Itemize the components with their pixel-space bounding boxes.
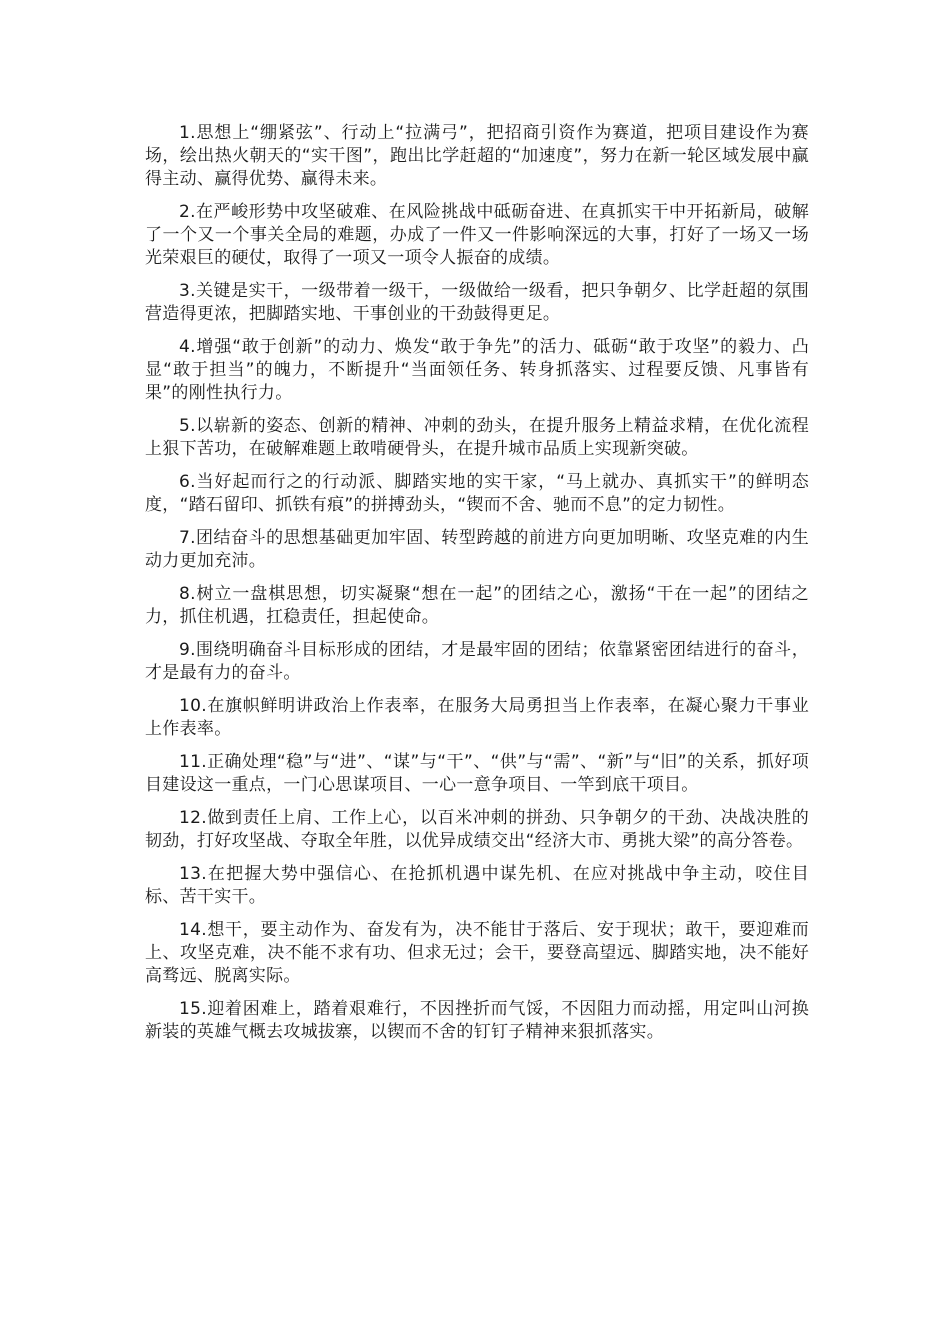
paragraph-7: 7.团结奋斗的思想基础更加牢固、转型跨越的前进方向更加明晰、攻坚克难的内生动力更加充沛。 (145, 528, 809, 571)
paragraph-2: 2.在严峻形势中攻坚破难、在风险挑战中砥砺奋进、在真抓实干中开拓新局，破解了一个又一个事关全局的难题，办成了一件又一件影响深远的大事，打好了一场又一场光荣艰巨的硬仗，取得了一项又一项令人振奋的成绩。 (145, 202, 809, 268)
paragraph-15: 15.迎着困难上，踏着艰难行，不因挫折而气馁，不因阻力而动摇，用定叫山河换新装的英雄气概去攻城拔寨，以锲而不舍的钉钉子精神来狠抓落实。 (145, 999, 809, 1042)
paragraph-14: 14.想干，要主动作为、奋发有为，决不能甘于落后、安于现状；敢干，要迎难而上、攻坚克难，决不能不求有功、但求无过；会干，要登高望远、脚踏实地，决不能好高骛远、脱离实际。 (145, 920, 809, 986)
paragraph-12: 12.做到责任上肩、工作上心，以百米冲刺的拼劲、只争朝夕的干劲、决战决胜的韧劲，打好攻坚战、夺取全年胜，以优异成绩交出“经济大市、勇挑大梁”的高分答卷。 (145, 808, 809, 851)
paragraph-11: 11.正确处理“稳”与“进”、“谋”与“干”、“供”与“需”、“新”与“旧”的关系，抓好项目建设这一重点，一门心思谋项目、一心一意争项目、一竿到底干项目。 (145, 752, 809, 795)
paragraph-13: 13.在把握大势中强信心、在抢抓机遇中谋先机、在应对挑战中争主动，咬住目标、苦干实干。 (145, 864, 809, 907)
paragraph-5: 5.以崭新的姿态、创新的精神、冲刺的劲头，在提升服务上精益求精，在优化流程上狠下苦功，在破解难题上敢啃硬骨头，在提升城市品质上实现新突破。 (145, 416, 809, 459)
paragraph-3: 3.关键是实干，一级带着一级干，一级做给一级看，把只争朝夕、比学赶超的氛围营造得更浓，把脚踏实地、干事创业的干劲鼓得更足。 (145, 281, 809, 324)
paragraph-9: 9.围绕明确奋斗目标形成的团结，才是最牢固的团结；依靠紧密团结进行的奋斗，才是最有力的奋斗。 (145, 640, 809, 683)
paragraph-1: 1.思想上“绷紧弦”、行动上“拉满弓”，把招商引资作为赛道，把项目建设作为赛场，绘出热火朝天的“实干图”，跑出比学赶超的“加速度”，努力在新一轮区域发展中赢得主动、赢得优势、赢得未来。 (145, 123, 809, 189)
paragraph-8: 8.树立一盘棋思想，切实凝聚“想在一起”的团结之心，激扬“干在一起”的团结之力，抓住机遇，扛稳责任，担起使命。 (145, 584, 809, 627)
document-body (145, 122, 809, 1054)
paragraph-6: 6.当好起而行之的行动派、脚踏实地的实干家，“马上就办、真抓实干”的鲜明态度，“踏石留印、抓铁有痕”的拼搏劲头，“锲而不舍、驰而不息”的定力韧性。 (145, 472, 809, 515)
paragraph-4: 4.增强“敢于创新”的动力、焕发“敢于争先”的活力、砥砺“敢于攻坚”的毅力、凸显“敢于担当”的魄力，不断提升“当面领任务、转身抓落实、过程要反馈、凡事皆有果”的刚性执行力。 (145, 337, 809, 403)
paragraph-10: 10.在旗帜鲜明讲政治上作表率，在服务大局勇担当上作表率，在凝心聚力干事业上作表率。 (145, 696, 809, 739)
